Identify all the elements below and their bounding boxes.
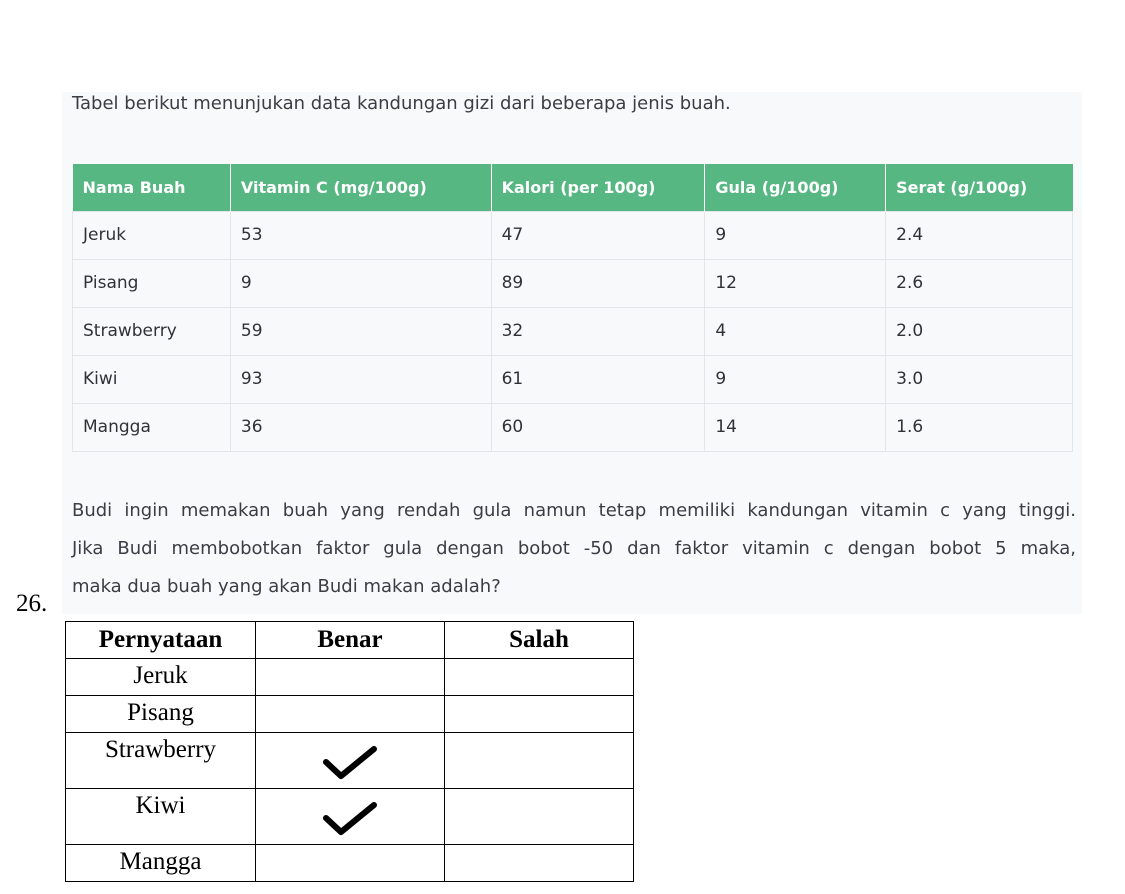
question-line: maka dua buah yang akan Budi makan adalah? [72,576,501,597]
cell-gula: 14 [705,403,886,451]
header-nama-buah: Nama Buah [73,164,231,211]
cell-nama-buah: Kiwi [73,355,231,403]
table-row [73,307,1073,355]
cell-serat: 3.0 [886,355,1073,403]
statement-label: Strawberry [66,733,256,789]
header-vitamin-c: Vitamin C (mg/100g) [230,164,491,211]
checkmark-icon [322,801,378,837]
table-row [66,789,634,845]
cell-vitamin-c: 36 [230,403,491,451]
question-number: 26. [16,590,48,617]
statement-label: Pisang [66,696,256,733]
cell-vitamin-c: 93 [230,355,491,403]
cell-kalori: 89 [491,259,705,307]
header-gula: Gula (g/100g) [705,164,886,211]
checkmark-icon [322,745,378,781]
salah-cell[interactable] [445,789,634,845]
benar-cell[interactable] [256,733,445,789]
cell-nama-buah: Jeruk [73,211,231,259]
statement-label: Kiwi [66,789,256,845]
benar-cell[interactable] [256,789,445,845]
header-benar: Benar [256,622,445,659]
cell-nama-buah: Mangga [73,403,231,451]
cell-nama-buah: Pisang [73,259,231,307]
header-kalori: Kalori (per 100g) [491,164,705,211]
cell-serat: 2.4 [886,211,1073,259]
cell-kalori: 47 [491,211,705,259]
benar-cell[interactable] [256,696,445,733]
table-row [73,211,1073,259]
cell-gula: 9 [705,211,886,259]
question-line: Budi ingin memakan buah yang rendah gula namun tetap memiliki kandungan vitamin c yang tinggi. [72,500,1076,521]
answer-table [65,621,634,882]
table-row [66,845,634,882]
table-row [66,696,634,733]
cell-vitamin-c: 9 [230,259,491,307]
answer-table-header-row [66,622,634,659]
header-salah: Salah [445,622,634,659]
salah-cell[interactable] [445,659,634,696]
table-row [66,659,634,696]
nutrition-table [72,164,1073,452]
cell-serat: 1.6 [886,403,1073,451]
salah-cell[interactable] [445,845,634,882]
cell-vitamin-c: 59 [230,307,491,355]
benar-cell[interactable] [256,845,445,882]
table-row [73,355,1073,403]
question-text [72,492,1076,606]
header-pernyataan: Pernyataan [66,622,256,659]
cell-gula: 12 [705,259,886,307]
salah-cell[interactable] [445,733,634,789]
cell-gula: 9 [705,355,886,403]
cell-kalori: 61 [491,355,705,403]
benar-cell[interactable] [256,659,445,696]
table-row [66,733,634,789]
intro-text: Tabel berikut menunjukan data kandungan gizi dari beberapa jenis buah. [72,93,731,114]
statement-label: Jeruk [66,659,256,696]
nutrition-table-header-row [73,164,1073,211]
cell-gula: 4 [705,307,886,355]
cell-kalori: 32 [491,307,705,355]
cell-kalori: 60 [491,403,705,451]
header-serat: Serat (g/100g) [886,164,1073,211]
statement-label: Mangga [66,845,256,882]
cell-vitamin-c: 53 [230,211,491,259]
cell-serat: 2.0 [886,307,1073,355]
table-row [73,403,1073,451]
cell-serat: 2.6 [886,259,1073,307]
cell-nama-buah: Strawberry [73,307,231,355]
salah-cell[interactable] [445,696,634,733]
table-row [73,259,1073,307]
question-line: Jika Budi membobotkan faktor gula dengan bobot -50 dan faktor vitamin c dengan bobot 5 maka, [72,538,1076,559]
